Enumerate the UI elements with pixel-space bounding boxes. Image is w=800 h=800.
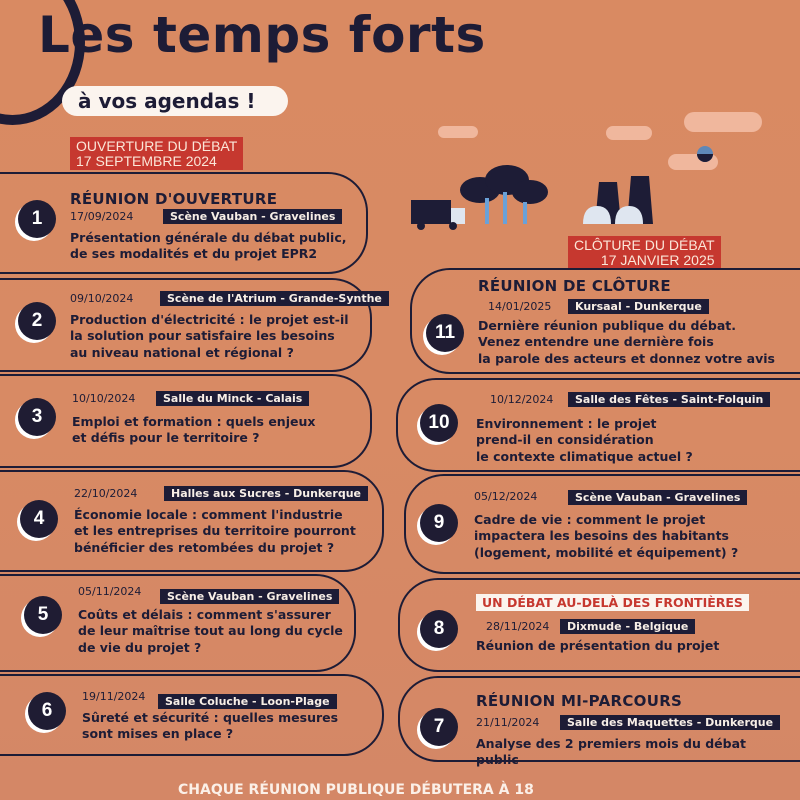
- event-venue: Dixmude - Belgique: [560, 619, 695, 634]
- event-description: Cadre de vie : comment le projet impactera les besoins des habitants (logement, mobilité et équipement) ?: [474, 512, 739, 560]
- event-description: Présentation générale du débat public, de ses modalités et du projet EPR2: [70, 230, 347, 262]
- event-venue: Kursaal - Dunkerque: [568, 299, 709, 314]
- event-description: Sûreté et sécurité : quelles mesures sont mises en place ?: [82, 710, 339, 742]
- event-venue: Scène de l'Atrium - Grande-Synthe: [160, 291, 389, 306]
- event-description: Emploi et formation : quels enjeux et défis pour le territoire ?: [72, 414, 316, 446]
- footer-text: CHAQUE RÉUNION PUBLIQUE DÉBUTERA À 18: [178, 782, 534, 798]
- event-date: 28/11/2024: [486, 620, 550, 633]
- event-number: 9: [420, 504, 458, 542]
- event-venue: Salle des Maquettes - Dunkerque: [560, 715, 780, 730]
- truck-icon: [411, 200, 465, 230]
- event-number: 5: [24, 596, 62, 634]
- event-number: 2: [18, 302, 56, 340]
- event-heading: RÉUNION DE CLÔTURE: [478, 277, 671, 295]
- event-number: 3: [18, 398, 56, 436]
- event-number: 11: [426, 314, 464, 352]
- event-description: Économie locale : comment l'industrie et les entreprises du territoire pourront bénéficier des retombées du projet ?: [74, 507, 356, 555]
- event-venue: Scène Vauban - Gravelines: [568, 490, 747, 505]
- event-date: 05/12/2024: [474, 490, 538, 503]
- event-date: 09/10/2024: [70, 292, 134, 305]
- closing-tag-line2: 17 JANVIER 2025: [600, 251, 715, 268]
- sun-icon: [697, 146, 713, 162]
- event-number: 7: [420, 708, 458, 746]
- event-date: 14/01/2025: [488, 300, 552, 313]
- cloud-icon: [438, 126, 478, 138]
- event-venue: Salle des Fêtes - Saint-Folquin: [568, 392, 770, 407]
- event-description: Réunion de présentation du projet: [476, 638, 720, 653]
- event-date: 19/11/2024: [82, 690, 146, 703]
- event-heading: RÉUNION MI-PARCOURS: [476, 692, 683, 710]
- cooling-tower-icon: [583, 176, 653, 224]
- event-date: 22/10/2024: [74, 487, 138, 500]
- event-venue: Salle Coluche - Loon-Plage: [158, 694, 337, 709]
- event-number: 6: [28, 692, 66, 730]
- event-date: 10/12/2024: [490, 393, 554, 406]
- subtitle: à vos agendas !: [78, 89, 256, 113]
- closing-tag-line1: CLÔTURE DU DÉBAT: [574, 237, 715, 253]
- illustration: [405, 140, 765, 240]
- event-description: Dernière réunion publique du débat. Venez entendre une dernière fois la parole des acteurs et donnez votre avis: [478, 318, 775, 366]
- event-venue: Scène Vauban - Gravelines: [160, 589, 339, 604]
- event-description: Environnement : le projet prend-il en considération le contexte climatique actuel ?: [476, 416, 693, 464]
- subtitle-pill: [62, 86, 288, 116]
- event-description: Coûts et délais : comment s'assurer de leur maîtrise tout au long du cycle de vie du projet ?: [78, 607, 343, 655]
- event-description: Production d'électricité : le projet est-il la solution pour satisfaire les besoins au niveau national et régional ?: [70, 312, 349, 360]
- event-number: 10: [420, 404, 458, 442]
- event-venue: Scène Vauban - Gravelines: [163, 209, 342, 224]
- opening-tag-line1: OUVERTURE DU DÉBAT: [76, 138, 238, 154]
- cloud-icon: [684, 112, 762, 132]
- event-number: 4: [20, 500, 58, 538]
- closing-tag: [568, 236, 721, 269]
- page-title: Les temps forts: [38, 6, 486, 64]
- tree-icon: [460, 165, 548, 224]
- event-number: 8: [420, 610, 458, 648]
- event-date: 21/11/2024: [476, 716, 540, 729]
- event-date: 10/10/2024: [72, 392, 136, 405]
- opening-tag: [70, 137, 243, 170]
- event-description: Analyse des 2 premiers mois du débat public: [476, 736, 746, 768]
- event-date: 17/09/2024: [70, 210, 134, 223]
- event-date: 05/11/2024: [78, 585, 142, 598]
- event-number: 1: [18, 200, 56, 238]
- cloud-icon: [606, 126, 652, 140]
- event-heading: RÉUNION D'OUVERTURE: [70, 190, 278, 208]
- frontieres-banner: UN DÉBAT AU-DELÀ DES FRONTIÈRES: [476, 594, 749, 611]
- event-venue: Halles aux Sucres - Dunkerque: [164, 486, 368, 501]
- event-venue: Salle du Minck - Calais: [156, 391, 309, 406]
- opening-tag-line2: 17 SEPTEMBRE 2024: [76, 152, 217, 169]
